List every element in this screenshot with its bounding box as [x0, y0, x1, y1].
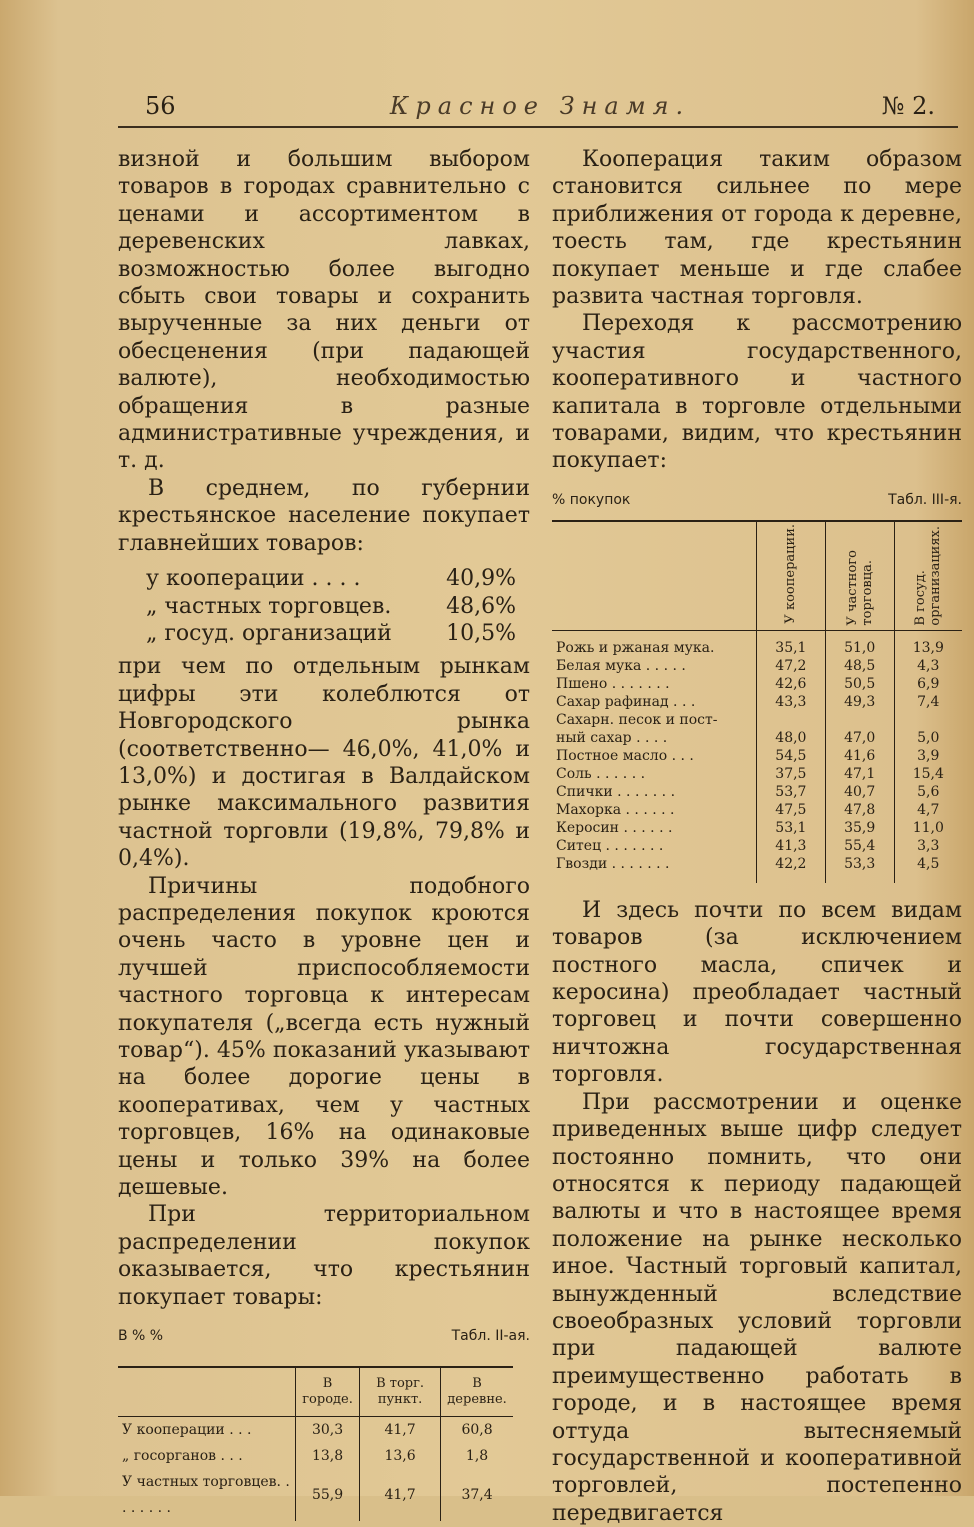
table-cell: 40,7	[825, 783, 894, 801]
table-cell: 13,6	[360, 1443, 441, 1469]
page-number: 56	[145, 92, 176, 120]
right-column	[552, 146, 962, 1527]
table2-unit: В % %	[118, 1328, 164, 1345]
table-row	[552, 693, 962, 711]
table-cell: 51,0	[825, 630, 894, 657]
table-cell: 13,8	[296, 1443, 360, 1469]
table-cell: 42,2	[757, 855, 826, 883]
table-row	[552, 783, 962, 801]
table-3	[552, 520, 962, 883]
table-cell: 35,1	[757, 630, 826, 657]
paragraph: Кооперация таким образом становится сильнее по мере приближения от города к деревне, тоесть там, где крестьянин покупает меньше и где слабее развита частная торговля.	[552, 147, 962, 310]
table-cell: 43,3	[757, 693, 826, 711]
table-header-cell	[825, 521, 894, 630]
table-cell: „ госорганов . . .	[122, 1448, 243, 1465]
table-cell: 54,5	[757, 747, 826, 765]
table-cell: 4,5	[894, 855, 962, 883]
table-header-label: У частного торговца.	[844, 550, 875, 626]
journal-title: Красное Знамя.	[389, 92, 691, 120]
table-cell: Сахар рафинад . . .	[556, 693, 696, 710]
table-cell: Соль . . . . . .	[556, 765, 646, 782]
table3-caption: Табл. III-я.	[888, 491, 962, 508]
table-row	[552, 801, 962, 819]
table-row	[552, 855, 962, 883]
average-list	[146, 565, 530, 647]
table-cell: 47,8	[825, 801, 894, 819]
table-cell: 1,8	[441, 1443, 513, 1469]
table3-caption-row	[552, 487, 962, 514]
table-cell: 5,0	[894, 729, 962, 747]
table-cell: Ситец . . . . . . .	[556, 837, 664, 854]
table-cell: 37,4	[441, 1469, 513, 1521]
table2-caption-row	[118, 1323, 530, 1350]
table-cell	[757, 711, 826, 729]
table-cell: 42,6	[757, 675, 826, 693]
table-cell: 49,3	[825, 693, 894, 711]
table-cell: 47,1	[825, 765, 894, 783]
table-header-cell: В городе.	[296, 1367, 360, 1417]
table-cell: 48,0	[757, 729, 826, 747]
table-cell	[894, 711, 962, 729]
table-row	[118, 1417, 513, 1444]
table-header-cell	[757, 521, 826, 630]
table3-unit: % покупок	[552, 491, 631, 508]
table-cell: 41,3	[757, 837, 826, 855]
table-cell: 50,5	[825, 675, 894, 693]
table-row	[552, 729, 962, 747]
table-cell: 53,1	[757, 819, 826, 837]
table-cell: 4,3	[894, 657, 962, 675]
list-item	[146, 565, 530, 592]
paragraph: при чем по отдельным рынкам цифры эти колеблются от Новгородского рынка (соответственно— 46,0%, 41,0% и 13,0%) и достигая в Валдайском рынке максимального развития частной торговли (19,8%, 79,8% и 0,4%).	[118, 654, 530, 872]
table-cell: 41,7	[360, 1469, 441, 1521]
table-row	[552, 837, 962, 855]
table-cell: ный сахар . . . .	[556, 729, 668, 746]
table-row	[552, 657, 962, 675]
paragraph: Переходя к рассмотрению участия государственного, кооперативного и частного капитала в торговле отдельными товарами, видим, что крестьянин покупает:	[552, 311, 962, 474]
table-row	[118, 1469, 513, 1521]
table-row	[552, 765, 962, 783]
table-cell: 15,4	[894, 765, 962, 783]
table-header-label: У кооперации.	[783, 524, 799, 624]
table-header-row	[552, 521, 962, 630]
list-item-value: 40,9%	[446, 566, 516, 592]
table-cell: 13,9	[894, 630, 962, 657]
table-cell: 37,5	[757, 765, 826, 783]
paragraph: Причины подобного распределения покупок кроются очень часто в уровне цен и лучшей приспособляемости частного торговца к интересам покупателя („всегда есть нужный товар“). 45% показаний указывают на более дорогие цены в кооперативах, чем у частных торговцев, 16% на одинаковые цены и только 39% на более дешевые.	[118, 873, 530, 1201]
table-cell	[825, 711, 894, 729]
table-row	[552, 819, 962, 837]
paragraph: При рассмотрении и оценке приведенных выше цифр следует постоянно помнить, что они относятся к периоду падающей валюты и что в настоящее время положение на рынке несколько иное. Частный торговый капитал, вынужденный вследствие своеобразных условий торговли при падающей валюте преимущественно работать в городе, и в настоящее время оттуда вытесняемый государственной и кооперативной торговлей, постепенно передвигается	[552, 1089, 962, 1526]
table-header-cell	[894, 521, 962, 630]
list-item-label: „ частных торговцев.	[146, 593, 392, 619]
table-row	[552, 675, 962, 693]
table-cell: 41,6	[825, 747, 894, 765]
paragraph: И здесь почти по всем видам товаров (за исключением постного масла, спичек и керосина) преобладает частный торговец и почти совершенно ничтожна государственная торговля.	[552, 897, 962, 1088]
table-cell: У кооперации . . .	[122, 1422, 252, 1439]
list-item-label: у кооперации . . . .	[146, 566, 361, 592]
table-cell: 41,7	[360, 1417, 441, 1444]
table-cell: 7,4	[894, 693, 962, 711]
table-cell: 53,3	[825, 855, 894, 883]
list-item	[146, 620, 530, 647]
left-column	[118, 146, 530, 1521]
table-cell: Сахарн. песок и пост-	[556, 711, 718, 728]
table-cell: 48,5	[825, 657, 894, 675]
table-cell: 3,3	[894, 837, 962, 855]
table-cell: 35,9	[825, 819, 894, 837]
table-row	[118, 1443, 513, 1469]
table-header-row	[118, 1367, 513, 1417]
table-cell: 5,6	[894, 783, 962, 801]
page-header	[145, 92, 935, 122]
paragraph: При территориальном распределении покупок оказывается, что крестьянин покупает товары:	[118, 1202, 530, 1310]
paragraph: визной и большим выбором товаров в городах сравнительно с ценами и ассортиментом в деревенских лавках, возможностью более выгодно сбыть свои товары и сохранить вырученные за них деньги от обесценения (при падающей валюте), необходимостью обращения в разные административные учреждения, и т. д.	[118, 147, 530, 474]
table-row	[552, 630, 962, 657]
table-cell: Рожь и ржаная мука.	[556, 639, 715, 656]
table-2	[118, 1366, 513, 1521]
table-cell: Керосин . . . . . .	[556, 819, 673, 836]
list-item-value: 48,6%	[446, 593, 516, 619]
table-header-cell: В деревне.	[441, 1367, 513, 1417]
table-header-cell	[552, 521, 757, 630]
table-cell: Спички . . . . . . .	[556, 783, 676, 800]
table-cell: 47,5	[757, 801, 826, 819]
table-cell: 53,7	[757, 783, 826, 801]
table-cell: Гвозди . . . . . . .	[556, 855, 670, 872]
header-rule	[118, 126, 958, 128]
issue-number: № 2.	[881, 92, 935, 120]
table-cell: 60,8	[441, 1417, 513, 1444]
table-cell: 3,9	[894, 747, 962, 765]
table2-caption: Табл. II-ая.	[451, 1328, 530, 1345]
table-row	[552, 711, 962, 729]
table-cell: Постное масло . . .	[556, 747, 694, 764]
table-cell: 11,0	[894, 819, 962, 837]
table-cell: 55,4	[825, 837, 894, 855]
table-cell: 4,7	[894, 801, 962, 819]
table-cell: Пшено . . . . . . .	[556, 675, 670, 692]
table-cell: 6,9	[894, 675, 962, 693]
table-cell: 55,9	[296, 1469, 360, 1521]
list-item-label: „ госуд. организаций	[146, 620, 392, 646]
table-cell: 47,0	[825, 729, 894, 747]
table-header-cell	[118, 1367, 296, 1417]
table-header-cell: В торг. пункт.	[360, 1367, 441, 1417]
table-cell: 30,3	[296, 1417, 360, 1444]
table-cell: Махорка . . . . . .	[556, 801, 675, 818]
table-cell: 47,2	[757, 657, 826, 675]
table-cell: Белая мука . . . . .	[556, 657, 686, 674]
list-item-value: 10,5%	[446, 620, 516, 646]
table-row	[552, 747, 962, 765]
table-cell: У частных торговцев. . . . . . . .	[122, 1474, 290, 1517]
paragraph: В среднем, по губернии крестьянское население покупает главнейших товаров:	[118, 475, 530, 556]
table-header-label: В госуд. организациях.	[913, 526, 944, 626]
list-item	[146, 593, 530, 620]
